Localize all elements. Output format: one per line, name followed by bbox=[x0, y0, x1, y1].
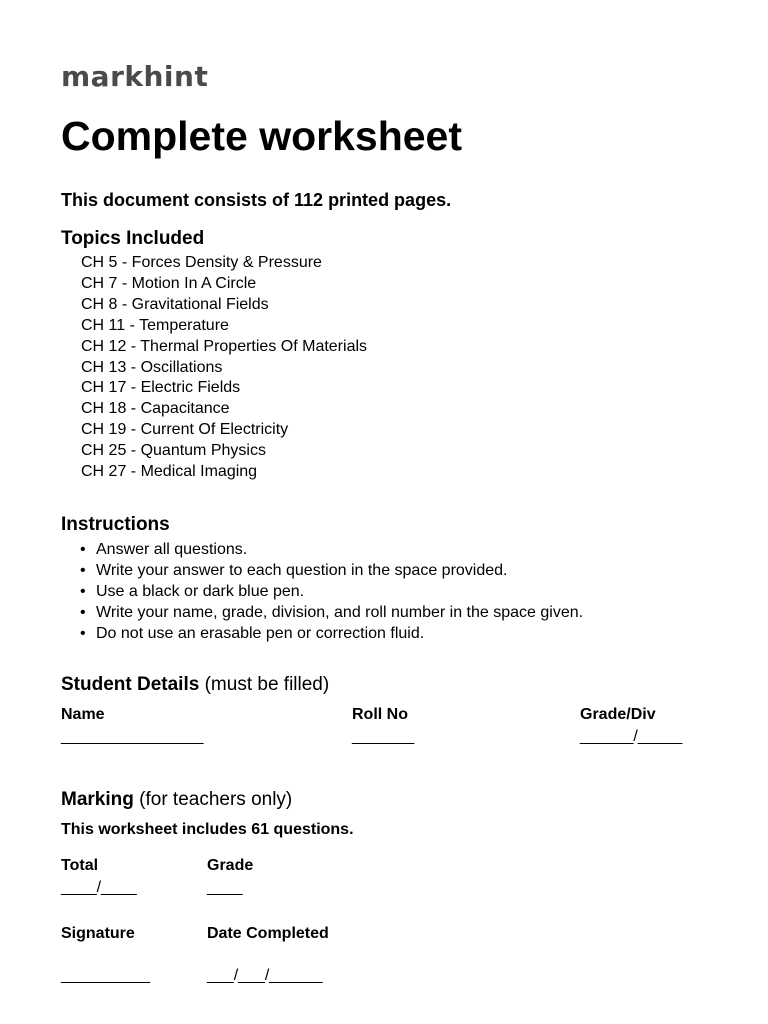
date-completed-field[interactable]: ___/___/______ bbox=[207, 967, 323, 984]
topic-item: CH 17 - Electric Fields bbox=[81, 379, 241, 397]
instructions-list bbox=[78, 540, 583, 645]
topics-list bbox=[81, 253, 367, 483]
name-label: Name bbox=[61, 706, 105, 723]
topic-item: CH 27 - Medical Imaging bbox=[81, 463, 258, 481]
instruction-item: • Do not use an erasable pen or correction fluid. bbox=[78, 624, 583, 645]
signature-label: Signature bbox=[61, 925, 135, 942]
grade-field[interactable]: ____ bbox=[207, 879, 243, 896]
topic-item: CH 19 - Current Of Electricity bbox=[81, 421, 289, 439]
roll-no-label: Roll No bbox=[352, 706, 408, 723]
topic-item: CH 8 - Gravitational Fields bbox=[81, 295, 269, 313]
instruction-item: • Write your name, grade, division, and roll number in the space given. bbox=[78, 603, 583, 624]
grade-label: Grade bbox=[207, 857, 254, 874]
topic-item: CH 12 - Thermal Properties Of Materials bbox=[81, 337, 368, 355]
page-title: Complete worksheet bbox=[61, 113, 462, 159]
instruction-item: • Use a black or dark blue pen. bbox=[78, 582, 583, 603]
topics-heading: Topics Included bbox=[61, 228, 205, 249]
topic-item: CH 7 - Motion In A Circle bbox=[81, 274, 257, 292]
name-field[interactable]: ________________ bbox=[61, 728, 204, 745]
topic-item: CH 13 - Oscillations bbox=[81, 358, 223, 376]
grade-div-field[interactable]: ______/_____ bbox=[580, 728, 683, 745]
student-details-heading bbox=[61, 674, 329, 696]
page-count-note: This document consists of 112 printed pages. bbox=[61, 190, 452, 210]
student-details-title: Student Details bbox=[61, 674, 200, 695]
signature-field[interactable]: __________ bbox=[61, 967, 150, 984]
question-count-note: This worksheet includes 61 questions. bbox=[61, 821, 354, 838]
marking-title: Marking bbox=[61, 789, 134, 810]
roll-no-field[interactable]: _______ bbox=[352, 728, 415, 745]
date-completed-label: Date Completed bbox=[207, 925, 329, 942]
topic-item: CH 11 - Temperature bbox=[81, 316, 229, 334]
instruction-item: • Write your answer to each question in the space provided. bbox=[78, 561, 583, 582]
student-details-subtitle: (must be filled) bbox=[204, 674, 330, 695]
topic-item: CH 18 - Capacitance bbox=[81, 400, 230, 418]
topic-item: CH 5 - Forces Density & Pressure bbox=[81, 254, 322, 271]
topic-item: CH 25 - Quantum Physics bbox=[81, 442, 266, 460]
instruction-item: • Answer all questions. bbox=[78, 540, 583, 561]
total-field[interactable]: ____/____ bbox=[61, 879, 137, 896]
total-label: Total bbox=[61, 857, 99, 874]
instructions-heading: Instructions bbox=[61, 514, 170, 535]
marking-subtitle: (for teachers only) bbox=[139, 789, 293, 810]
marking-heading bbox=[61, 789, 292, 811]
markhint-logo: markhint bbox=[61, 60, 209, 93]
grade-div-label: Grade/Div bbox=[580, 706, 656, 723]
